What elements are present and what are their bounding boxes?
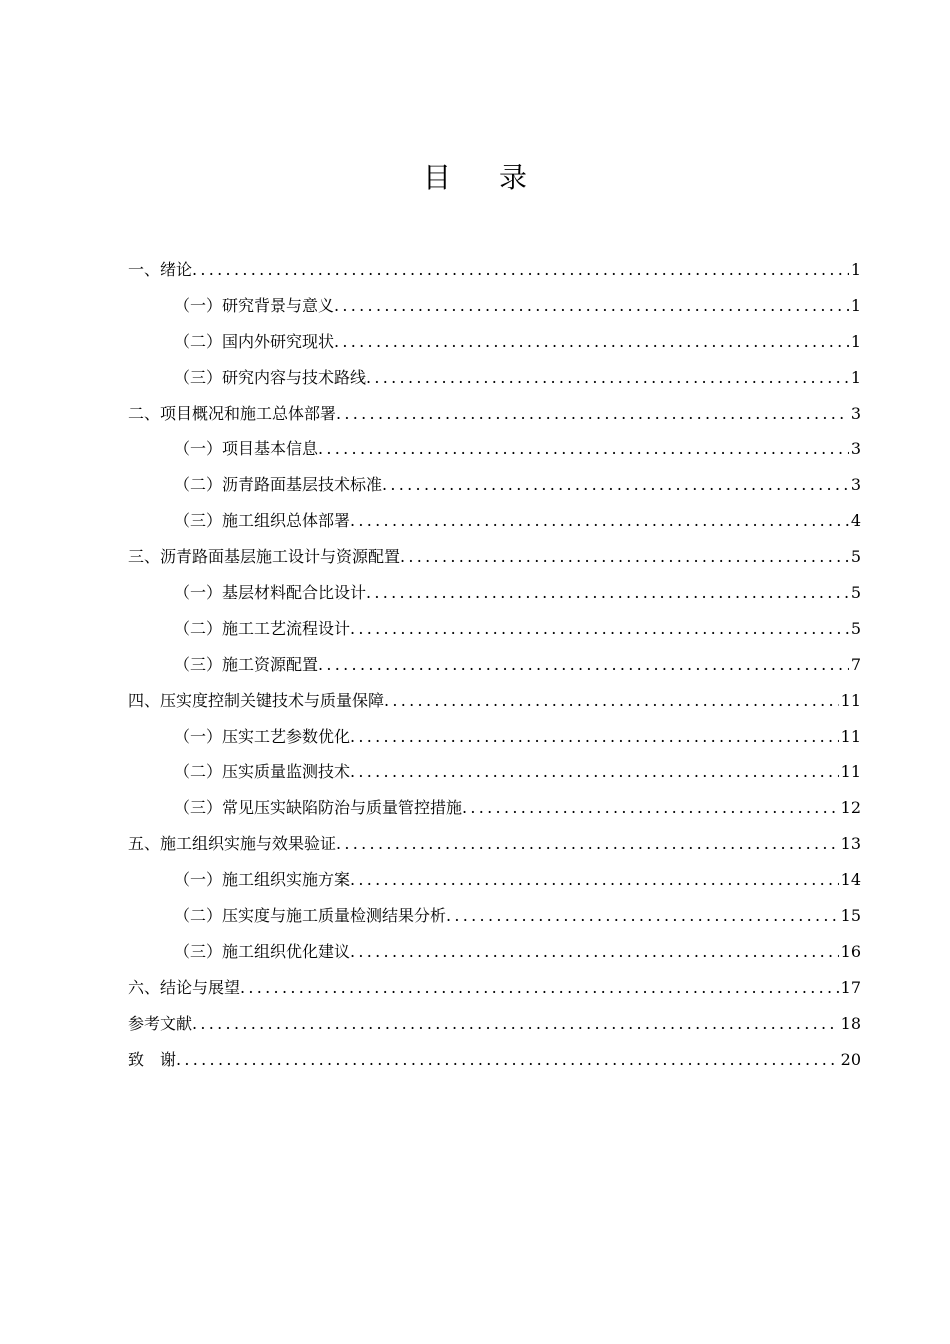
toc-entry[interactable] xyxy=(128,467,861,503)
toc-entry-label: （一）研究背景与意义 xyxy=(174,295,335,315)
toc-entry-label: （一）项目基本信息 xyxy=(174,439,319,459)
toc-entry-page: 16 xyxy=(840,941,861,961)
table-of-contents xyxy=(128,252,861,1077)
toc-leader-dots xyxy=(384,683,839,719)
toc-entry[interactable] xyxy=(128,324,861,360)
toc-leader-dots xyxy=(318,647,849,683)
toc-entry[interactable] xyxy=(128,826,861,862)
toc-entry-label: 五、施工组织实施与效果验证 xyxy=(128,834,337,854)
toc-entry-label: （三）施工资源配置 xyxy=(174,654,319,674)
toc-entry[interactable] xyxy=(128,970,861,1006)
toc-leader-dots xyxy=(382,467,849,503)
toc-entry-page: 11 xyxy=(840,726,861,746)
toc-leader-dots xyxy=(350,862,839,898)
toc-entry[interactable] xyxy=(128,719,861,755)
toc-leader-dots xyxy=(176,1042,839,1078)
toc-entry-page: 3 xyxy=(850,475,861,495)
toc-entry[interactable] xyxy=(128,252,861,288)
toc-leader-dots xyxy=(350,934,839,970)
toc-entry-label: （二）施工工艺流程设计 xyxy=(174,618,351,638)
toc-entry-page: 17 xyxy=(840,977,861,997)
toc-entry[interactable] xyxy=(128,575,861,611)
toc-entry-label: （一）基层材料配合比设计 xyxy=(174,583,367,603)
toc-entry[interactable] xyxy=(128,503,861,539)
toc-entry-page: 11 xyxy=(840,762,861,782)
toc-entry-label: （二）压实度与施工质量检测结果分析 xyxy=(174,906,447,926)
toc-leader-dots xyxy=(446,898,839,934)
toc-leader-dots xyxy=(336,396,849,432)
toc-entry[interactable] xyxy=(128,683,861,719)
toc-leader-dots xyxy=(400,539,849,575)
toc-entry[interactable] xyxy=(128,431,861,467)
toc-entry[interactable] xyxy=(128,862,861,898)
toc-entry-label: （二）国内外研究现状 xyxy=(174,331,335,351)
toc-leader-dots xyxy=(334,324,849,360)
toc-entry[interactable] xyxy=(128,934,861,970)
toc-entry-label: 六、结论与展望 xyxy=(128,977,241,997)
toc-entry[interactable] xyxy=(128,790,861,826)
toc-entry-label: （一）施工组织实施方案 xyxy=(174,870,351,890)
toc-entry[interactable] xyxy=(128,1006,861,1042)
toc-entry-page: 15 xyxy=(840,906,861,926)
toc-entry[interactable] xyxy=(128,754,861,790)
title-char-2: 录 xyxy=(499,161,528,194)
toc-leader-dots xyxy=(192,1006,839,1042)
toc-leader-dots xyxy=(366,360,849,396)
toc-entry-page: 7 xyxy=(850,654,861,674)
toc-entry-label: （三）研究内容与技术路线 xyxy=(174,367,367,387)
toc-entry-label: 四、压实度控制关键技术与质量保障 xyxy=(128,690,385,710)
toc-leader-dots xyxy=(462,790,839,826)
toc-entry-page: 3 xyxy=(850,403,861,423)
toc-leader-dots xyxy=(334,288,849,324)
toc-leader-dots xyxy=(350,754,839,790)
toc-leader-dots xyxy=(240,970,839,1006)
toc-entry[interactable] xyxy=(128,396,861,432)
toc-entry-label: （三）施工组织总体部署 xyxy=(174,511,351,531)
toc-entry-label: （一）压实工艺参数优化 xyxy=(174,726,351,746)
toc-entry[interactable] xyxy=(128,288,861,324)
toc-entry-page: 3 xyxy=(850,439,861,459)
toc-entry-label: 参考文献 xyxy=(128,1013,193,1033)
toc-entry-page: 14 xyxy=(840,870,861,890)
toc-entry-page: 13 xyxy=(840,834,861,854)
page-title xyxy=(0,158,950,198)
toc-leader-dots xyxy=(192,252,849,288)
toc-entry-page: 12 xyxy=(840,798,861,818)
toc-leader-dots xyxy=(350,719,839,755)
toc-entry-page: 1 xyxy=(850,260,861,279)
toc-entry-page: 1 xyxy=(850,367,861,387)
toc-entry-page: 4 xyxy=(850,511,861,531)
toc-entry-page: 11 xyxy=(840,690,861,710)
toc-entry[interactable] xyxy=(128,360,861,396)
toc-entry-page: 5 xyxy=(850,618,861,638)
toc-entry[interactable] xyxy=(128,647,861,683)
toc-entry-label: （三）施工组织优化建议 xyxy=(174,941,351,961)
toc-leader-dots xyxy=(366,575,849,611)
toc-entry-label: 三、沥青路面基层施工设计与资源配置 xyxy=(128,547,401,567)
toc-entry-page: 18 xyxy=(840,1013,861,1033)
toc-entry-page: 20 xyxy=(840,1049,861,1069)
toc-leader-dots xyxy=(336,826,839,862)
title-char-1: 目 xyxy=(422,161,451,194)
toc-leader-dots xyxy=(350,611,849,647)
toc-entry-label: （二）沥青路面基层技术标准 xyxy=(174,475,383,495)
toc-entry-page: 5 xyxy=(850,583,861,603)
toc-entry[interactable] xyxy=(128,611,861,647)
toc-entry[interactable] xyxy=(128,1042,861,1078)
toc-entry-label: （三）常见压实缺陷防治与质量管控措施 xyxy=(174,798,463,818)
toc-entry-label: 一、绪论 xyxy=(128,260,193,279)
toc-entry-page: 5 xyxy=(850,547,861,567)
toc-entry-label: （二）压实质量监测技术 xyxy=(174,762,351,782)
toc-entry[interactable] xyxy=(128,898,861,934)
toc-leader-dots xyxy=(350,503,849,539)
toc-entry-page: 1 xyxy=(850,295,861,315)
toc-entry-page: 1 xyxy=(850,331,861,351)
toc-leader-dots xyxy=(318,431,849,467)
toc-entry[interactable] xyxy=(128,539,861,575)
toc-entry-label: 致 谢 xyxy=(128,1049,177,1069)
toc-entry-label: 二、项目概况和施工总体部署 xyxy=(128,403,337,423)
